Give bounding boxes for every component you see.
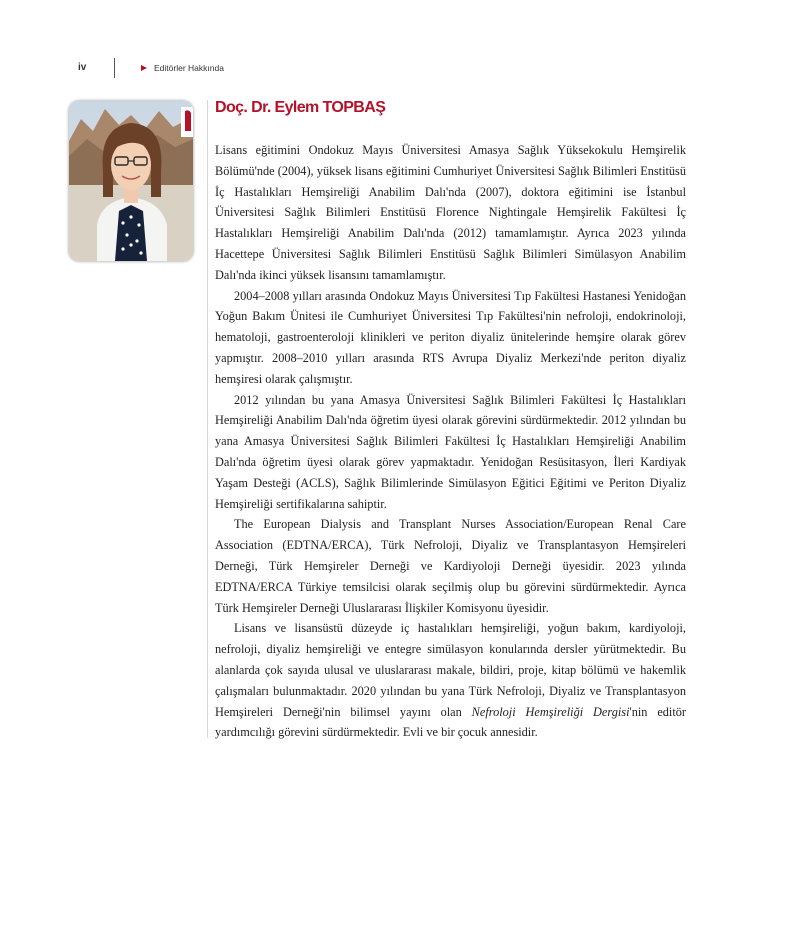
running-header bbox=[0, 58, 799, 80]
triangle-bullet-icon bbox=[141, 65, 147, 71]
header-divider bbox=[114, 58, 115, 78]
journal-title: Nefroloji Hemşireliği Dergisi bbox=[471, 704, 630, 719]
portrait-illustration bbox=[69, 101, 193, 261]
portrait-photo bbox=[69, 101, 193, 261]
biography bbox=[215, 140, 686, 743]
bio-paragraph-academic: 2012 yılından bu yana Amasya Üniversitesi Sağlık Bilimleri Fakültesi İç Hastalıkları Hemşireliği Anabilim Dalı'nda öğretim üyesi olarak görevini sürdürmektedir. 2012 yılından bu yana Amasya Üniversitesi Sağlık Bilimleri Fakültesi İç Hastalıkları Hemşireliği Anabilim Dalı'nda öğretim üyesi olarak görev yapmaktadır. Yenidoğan Resüsitasyon, İleri Kardiyak Yaşam Desteği (ACLS), Sağlık Bilimlerinde Simülasyon Eğitici Eğitimi ve Periton Diyaliz Hemşireliği sertifikalarına sahiptir. bbox=[215, 392, 686, 511]
vertical-rule bbox=[207, 100, 208, 738]
bio-paragraph-teaching bbox=[215, 618, 686, 743]
section-title: Editörler Hakkında bbox=[154, 63, 224, 73]
editor-name: Doç. Dr. Eylem TOPBAŞ bbox=[215, 99, 386, 116]
page-number: iv bbox=[78, 62, 87, 73]
bio-text-after: 'nin editör yardımcılığı görevini sürdürmektedir. Evli ve bir çocuk annesidir. bbox=[215, 704, 687, 740]
bio-paragraph-experience: 2004–2008 yılları arasında Ondokuz Mayıs Üniversitesi Tıp Fakültesi Hastanesi Yenidoğan Yoğun Bakım Ünitesi ile Cumhuriyet Üniversitesi Tıp Fakültesi'nin nefroloji, endokrinoloji, hematoloji, gastroenteroloji klinikleri ve periton diyaliz ünitelerinde hemşire olarak görev yapmıştır. 2008–2010 yılları arasında RTS Avrupa Diyaliz Merkezi'nde periton diyaliz hemşiresi olarak çalışmıştır. bbox=[215, 288, 686, 386]
bio-text-before: Lisans ve lisansüstü düzeyde iç hastalıkları hemşireliği, yoğun bakım, kardiyoloji, nefroloji, diyaliz hemşireliği ve entegre simülasyon konularında dersler yürütmektedir. Bu alanlarda çok sayıda ulusal ve uluslararası makale, bildiri, proje, kitap bölümü ve hakemlik çalışmaları bulunmaktadır. 2020 yılından bu yana Türk Nefroloji, Diyaliz ve Transplantasyon Hemşireleri Derneği'nin bilimsel yayını olan bbox=[215, 621, 686, 719]
bio-paragraph-memberships: The European Dialysis and Transplant Nurses Association/European Renal Care Association (EDTNA/ERCA), Türk Nefroloji, Diyaliz ve Transplantasyon Hemşireleri Derneği, Türk Hemşireler Derneği ve Kardiyoloji Derneği üyesidir. 2023 yılında EDTNA/ERCA Türkiye temsilcisi olarak seçilmiş olup bu görevini sürdürmektedir. Ayrıca Türk Hemşireler Derneği Uluslararası İlişkiler Komisyonu üyesidir. bbox=[215, 517, 686, 615]
bio-paragraph-education: Lisans eğitimini Ondokuz Mayıs Üniversitesi Amasya Sağlık Yüksekokulu Hemşirelik Bölümü'nde (2004), yüksek lisans eğitimini Cumhuriyet Üniversitesi Sağlık Bilimleri Enstitüsü İç Hastalıkları Hemşireliği Anabilim Dalı'nda (2007), doktora eğitimini ise İstanbul Üniversitesi Sağlık Bilimleri Enstitüsü Florence Nightingale Hemşirelik Fakültesi İç Hastalıkları Hemşireliği Anabilim Dalı'nda (2012) tamamlamıştır. Ayrıca 2023 yılında Hacettepe Üniversitesi Sağlık Bilimleri Enstitüsü Sağlık Bilimleri Simülasyon Anabilim Dalı'nda ikinci yüksek lisansını tamamlamıştır. bbox=[215, 143, 686, 282]
